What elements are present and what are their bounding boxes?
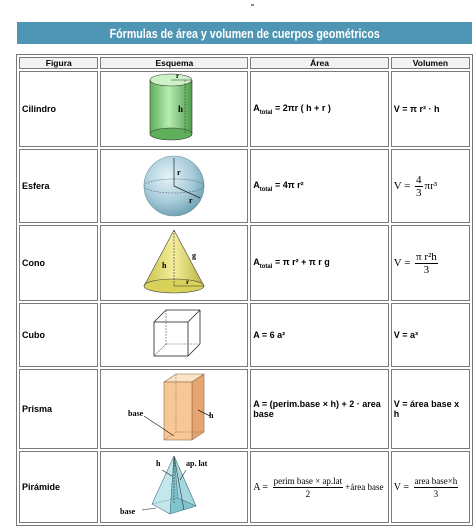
label-r-radial: r — [189, 196, 193, 205]
cube-icon — [104, 304, 244, 364]
label-h: h — [156, 459, 161, 468]
pyramid-icon — [104, 452, 244, 520]
formulas-table — [16, 54, 473, 526]
label-g: g — [192, 251, 197, 260]
table-row — [19, 303, 470, 367]
figure-name: Cubo — [19, 303, 98, 367]
label-h: h — [162, 261, 167, 270]
table-row — [19, 149, 470, 223]
volume-formula: V = $\frac{\text{area base×h}}{3}$ — [391, 451, 470, 523]
label-r: r — [186, 278, 190, 286]
volume-formula: V = $\frac{\text{π r²h}}{3}$ — [391, 225, 470, 301]
figure-name: Cono — [19, 225, 98, 301]
sphere-diagram — [100, 149, 248, 223]
area-formula: A = 6 a² — [250, 303, 389, 367]
table-header-row — [19, 57, 470, 69]
area-formula: A = (perim.base × h) + 2 · area base — [250, 369, 389, 449]
figure-name: Cilindro — [19, 71, 98, 147]
area-formula: $A_{total} = 4\pi$ r² — [250, 149, 389, 223]
label-r-vertical: r — [177, 168, 181, 177]
label-h: h — [178, 104, 184, 114]
cube-diagram — [100, 303, 248, 367]
prism-diagram — [100, 369, 248, 449]
label-ap-lat: ap. lat — [186, 459, 208, 468]
table-row — [19, 71, 470, 147]
table-row — [19, 369, 470, 449]
area-formula: A = $\frac{\text{perim base × ap.lat}}{2}$ +área base — [250, 451, 389, 523]
cylinder-diagram — [100, 71, 248, 147]
label-h: h — [209, 411, 214, 420]
cylinder-icon — [104, 72, 244, 144]
col-area: Área — [250, 57, 389, 69]
label-base: base — [128, 409, 144, 418]
cone-icon — [104, 226, 244, 298]
figure-name: Prisma — [19, 369, 98, 449]
col-volumen: Volumen — [391, 57, 470, 69]
volume-formula: V = a³ — [391, 303, 470, 367]
figure-name: Esfera — [19, 149, 98, 223]
col-esquema: Esquema — [100, 57, 248, 69]
volume-formula: V = π r² · h — [391, 71, 470, 147]
cone-diagram — [100, 225, 248, 301]
table-row — [19, 451, 470, 523]
table-row — [19, 225, 470, 301]
volume-formula: V = área base x h — [391, 369, 470, 449]
volume-formula: V = $\frac{4}{3}$ πr³ — [391, 149, 470, 223]
top-mark — [251, 4, 254, 6]
figure-name: Pirámide — [19, 451, 98, 523]
pyramid-diagram — [100, 451, 248, 523]
col-figura: Figura — [19, 57, 98, 69]
area-formula: $A_{total} = \pi$ r² + π r g — [250, 225, 389, 301]
sphere-icon — [104, 150, 244, 220]
page-title — [17, 22, 472, 44]
area-formula: $A_{total} = 2\pi r$ ( h + r ) — [250, 71, 389, 147]
label-base: base — [120, 507, 136, 516]
prism-icon — [104, 370, 244, 446]
page-title-text: Fórmulas de área y volumen de cuerpos geométricos — [109, 25, 380, 41]
label-r: r — [176, 72, 180, 80]
